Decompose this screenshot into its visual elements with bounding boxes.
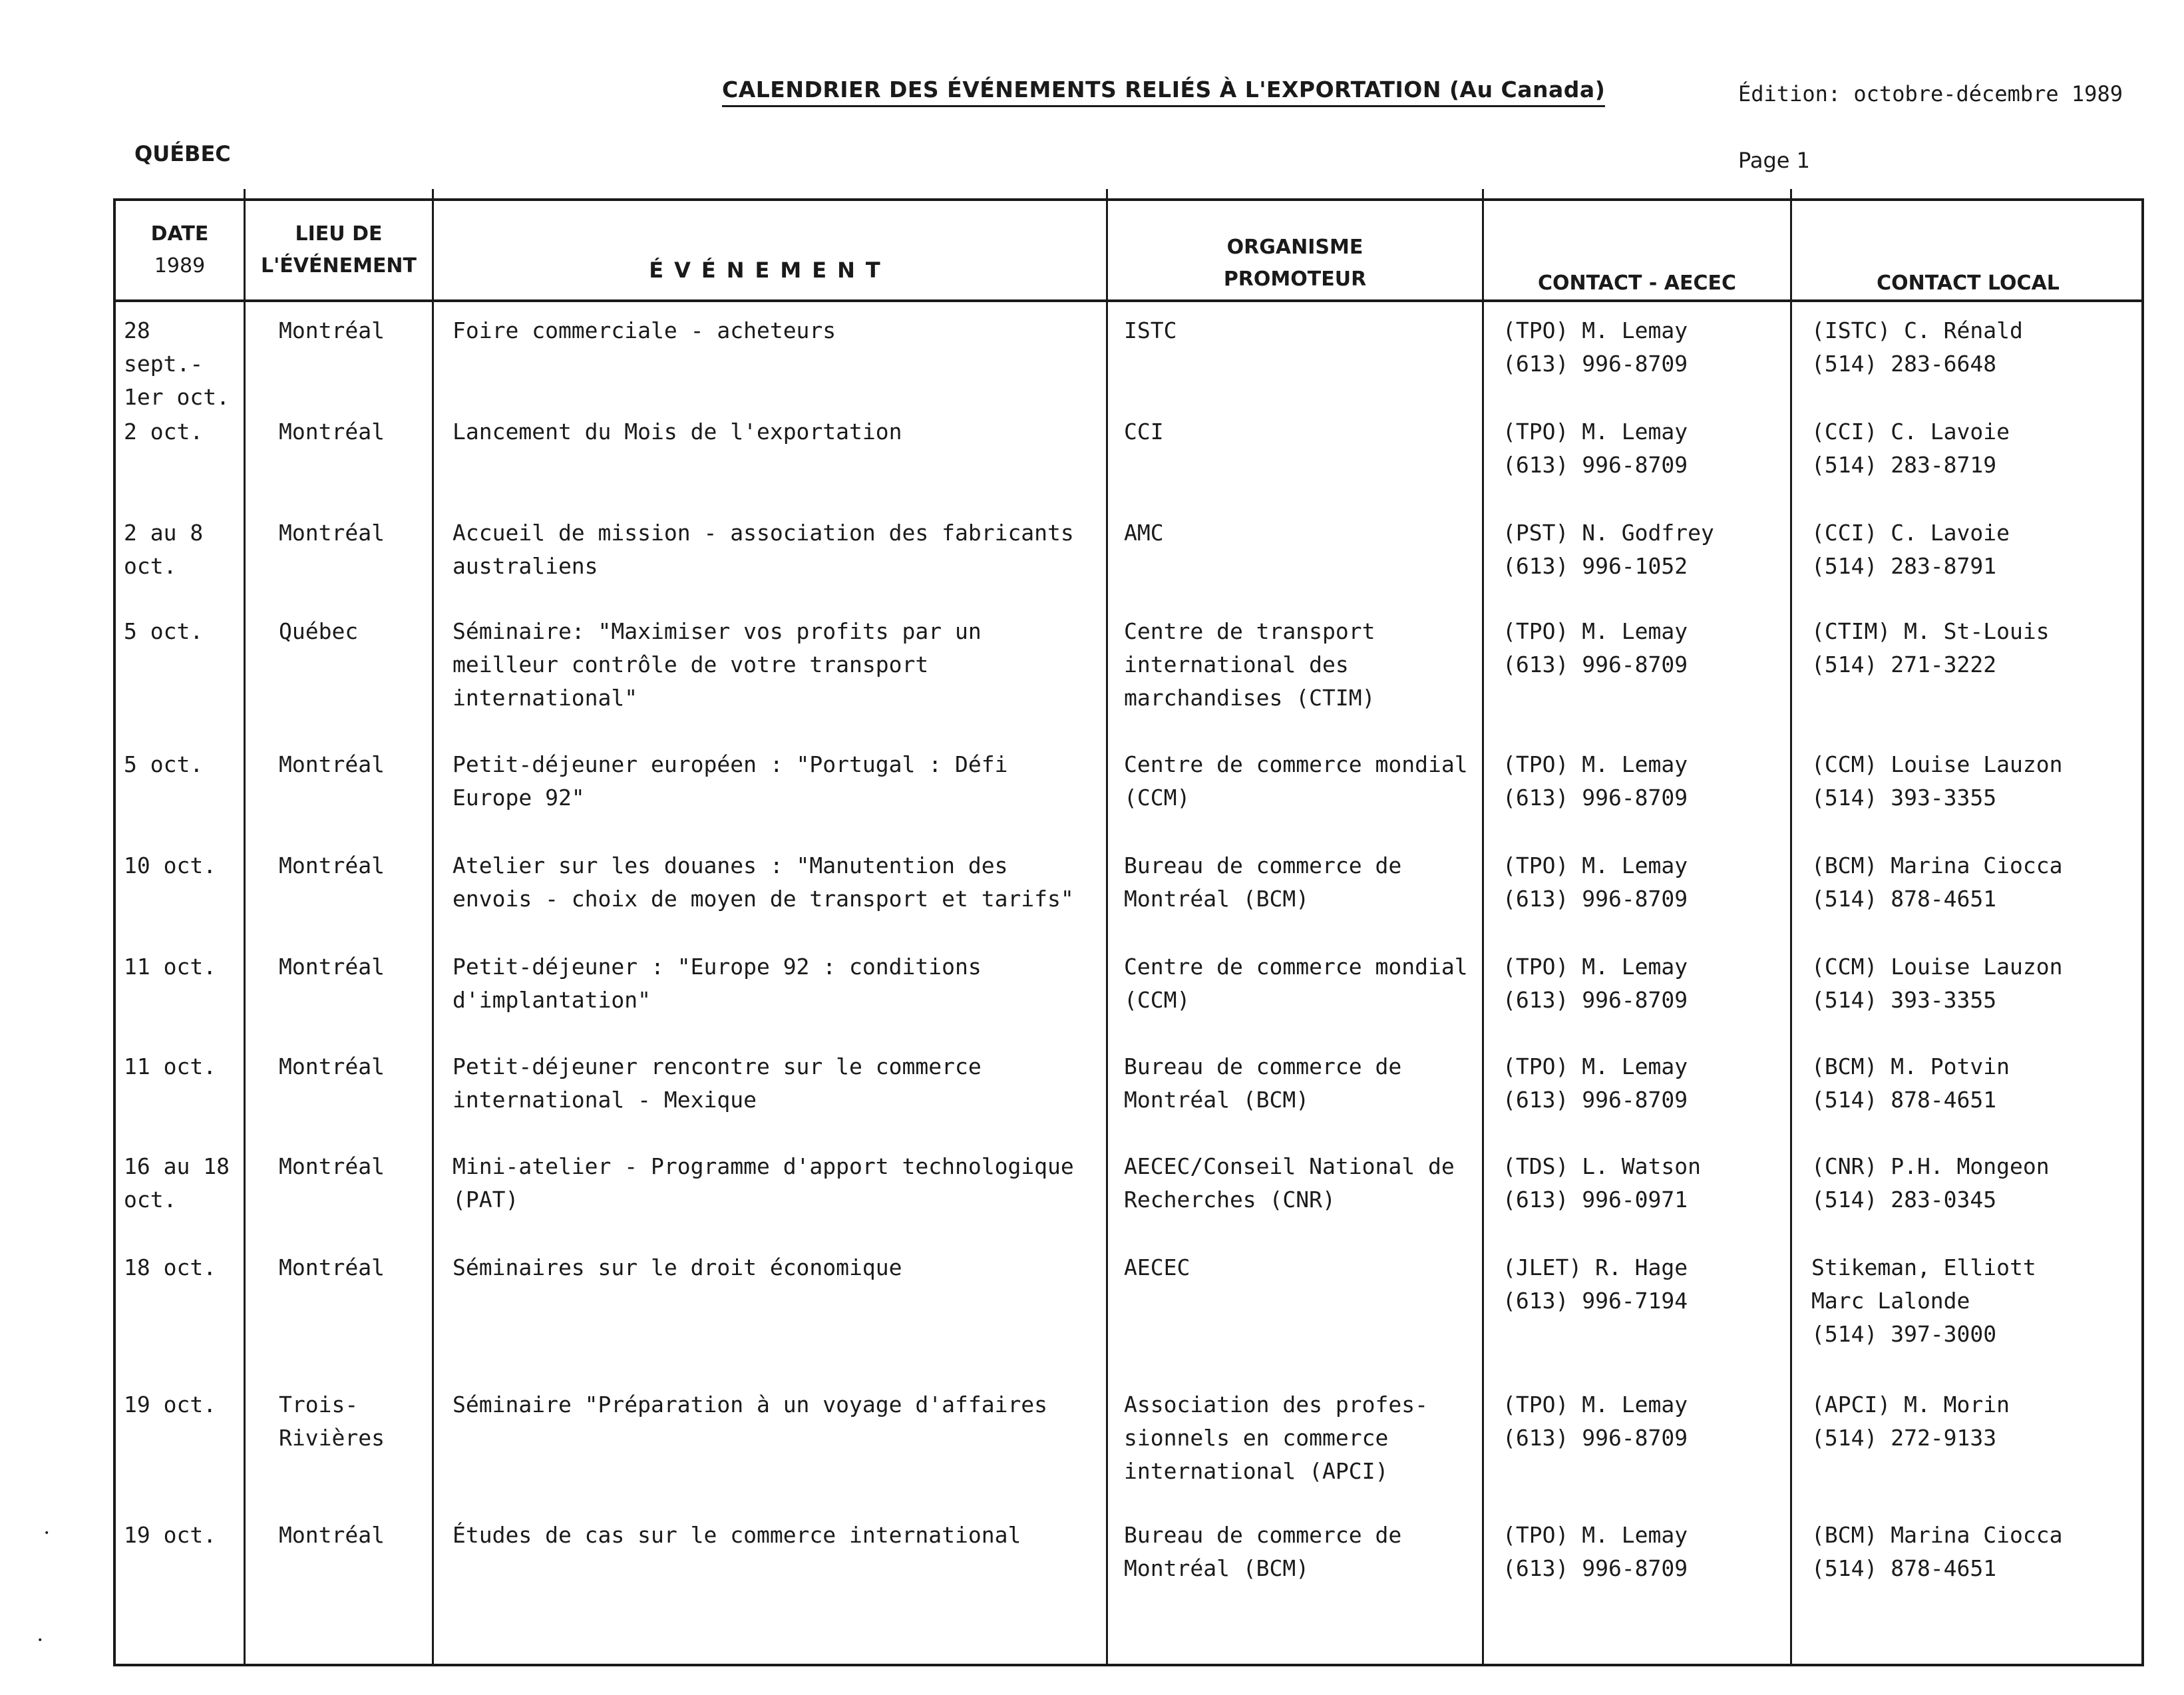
cell-evenement: Mini-atelier - Programme d'apport technologique (PAT) [453, 1153, 1074, 1213]
cell-aecec: (TPO) M. Lemay (613) 996-8709 [1503, 1522, 1688, 1581]
cell-lieu: Québec [279, 618, 359, 644]
cell-organisme: Centre de commerce mondial (CCM) [1124, 751, 1468, 811]
cell-date: 19 oct. [124, 1392, 217, 1417]
cell-local: (CCM) Louise Lauzon (514) 393-3355 [1811, 751, 2063, 811]
cell-date: 28 sept.- 1er oct. [124, 317, 230, 410]
header-date-label: DATE [150, 222, 209, 246]
cell-aecec: (TPO) M. Lemay (613) 996-8709 [1503, 618, 1688, 677]
cell-local: (ISTC) C. Rénald (514) 283-6648 [1811, 317, 2023, 377]
cell-date: 11 oct. [124, 1053, 217, 1079]
cell-local: (BCM) Marina Ciocca (514) 878-4651 [1811, 1522, 2063, 1581]
cell-local: (BCM) M. Potvin (514) 878-4651 [1811, 1053, 2010, 1113]
cell-date: 19 oct. [124, 1522, 217, 1548]
cell-lieu: Montréal [279, 520, 385, 546]
cell-organisme: Bureau de commerce de Montréal (BCM) [1124, 852, 1402, 912]
cell-aecec: (TPO) M. Lemay (613) 996-8709 [1503, 1053, 1688, 1113]
edition-label: Édition: octobre-décembre 1989 [1738, 81, 2123, 106]
cell-lieu: Trois- Rivières [279, 1392, 385, 1451]
column-divider [244, 189, 246, 1664]
column-divider [432, 189, 434, 1664]
cell-date: 5 oct. [124, 618, 204, 644]
cell-local: (BCM) Marina Ciocca (514) 878-4651 [1811, 852, 2063, 912]
cell-aecec: (TDS) L. Watson (613) 996-0971 [1503, 1153, 1702, 1213]
cell-aecec: (TPO) M. Lemay (613) 996-8709 [1503, 751, 1688, 811]
cell-organisme: ISTC [1124, 317, 1177, 343]
document-title: CALENDRIER DES ÉVÉNEMENTS RELIÉS À L'EXPORTATION (Au Canada) [722, 77, 1605, 107]
cell-lieu: Montréal [279, 852, 385, 878]
cell-aecec: (TPO) M. Lemay (613) 996-8709 [1503, 317, 1688, 377]
cell-date: 2 au 8 oct. [124, 520, 204, 579]
cell-evenement: Lancement du Mois de l'exportation [453, 419, 902, 445]
header-contact-aecec: CONTACT - AECEC [1537, 272, 1737, 295]
cell-organisme: AECEC [1124, 1254, 1190, 1280]
cell-lieu: Montréal [279, 317, 385, 343]
cell-date: 2 oct. [124, 419, 204, 445]
cell-evenement: Atelier sur les douanes : "Manutention des envois - choix de moyen de transport et tarifs" [453, 852, 1074, 912]
column-divider [1790, 189, 1792, 1664]
cell-local: (APCI) M. Morin (514) 272-9133 [1811, 1392, 2010, 1451]
cell-evenement: Petit-déjeuner européen : "Portugal : Défi Europe 92" [453, 751, 1008, 811]
cell-organisme: Centre de transport international des marchandises (CTIM) [1124, 618, 1375, 711]
cell-local: (CCM) Louise Lauzon (514) 393-3355 [1811, 954, 2063, 1013]
cell-lieu: Montréal [279, 1522, 385, 1548]
cell-local: (CNR) P.H. Mongeon (514) 283-0345 [1811, 1153, 2050, 1213]
cell-evenement: Petit-déjeuner : "Europe 92 : conditions d'implantation" [453, 954, 982, 1013]
column-divider [1482, 189, 1484, 1664]
cell-evenement: Séminaires sur le droit économique [453, 1254, 902, 1280]
cell-aecec: (TPO) M. Lemay (613) 996-8709 [1503, 954, 1688, 1013]
header-contact-local: CONTACT LOCAL [1877, 272, 2060, 295]
cell-lieu: Montréal [279, 954, 385, 980]
cell-aecec: (TPO) M. Lemay (613) 996-8709 [1503, 1392, 1688, 1451]
cell-date: 5 oct. [124, 751, 204, 777]
cell-date: 10 oct. [124, 852, 217, 878]
cell-organisme: Association des profes- sionnels en commerce international (APCI) [1124, 1392, 1428, 1484]
cell-local: (CTIM) M. St-Louis (514) 271-3222 [1811, 618, 2050, 677]
header-date-year: 1989 [154, 254, 206, 278]
region-label: QUÉBEC [134, 141, 231, 166]
cell-organisme: AECEC/Conseil National de Recherches (CNR) [1124, 1153, 1455, 1213]
cell-aecec: (TPO) M. Lemay (613) 996-8709 [1503, 852, 1688, 912]
cell-organisme: Bureau de commerce de Montréal (BCM) [1124, 1053, 1402, 1113]
page-number: Page 1 [1738, 148, 1810, 173]
cell-lieu: Montréal [279, 1153, 385, 1179]
margin-mark: • [44, 1528, 50, 1539]
cell-date: 16 au 18 oct. [124, 1153, 230, 1213]
header-organisme: ORGANISME PROMOTEUR [1223, 236, 1367, 291]
header-evenement: ÉVÉNEMENT [649, 258, 891, 283]
cell-evenement: Accueil de mission - association des fabricants australiens [453, 520, 1074, 579]
cell-lieu: Montréal [279, 1254, 385, 1280]
header-lieu: LIEU DE L'ÉVÉNEMENT [260, 222, 417, 278]
events-table [113, 198, 2144, 1666]
column-divider [1106, 189, 1108, 1664]
cell-lieu: Montréal [279, 419, 385, 445]
cell-evenement: Séminaire: "Maximiser vos profits par un meilleur contrôle de votre transport international" [453, 618, 982, 711]
cell-aecec: (TPO) M. Lemay (613) 996-8709 [1503, 419, 1688, 478]
cell-aecec: (PST) N. Godfrey (613) 996-1052 [1503, 520, 1714, 579]
header-date [116, 201, 244, 299]
cell-local: (CCI) C. Lavoie (514) 283-8791 [1811, 520, 2010, 579]
cell-organisme: Centre de commerce mondial (CCM) [1124, 954, 1468, 1013]
cell-evenement: Petit-déjeuner rencontre sur le commerce international - Mexique [453, 1053, 982, 1113]
cell-aecec: (JLET) R. Hage (613) 996-7194 [1503, 1254, 1688, 1314]
cell-evenement: Séminaire "Préparation à un voyage d'affaires [453, 1392, 1048, 1417]
cell-local: (CCI) C. Lavoie (514) 283-8719 [1811, 419, 2010, 478]
margin-mark: • [37, 1635, 43, 1646]
cell-lieu: Montréal [279, 1053, 385, 1079]
cell-evenement: Études de cas sur le commerce international [453, 1522, 1021, 1548]
cell-date: 11 oct. [124, 954, 217, 980]
cell-local: Stikeman, Elliott Marc Lalonde (514) 397-3000 [1811, 1254, 2036, 1347]
cell-evenement: Foire commerciale - acheteurs [453, 317, 836, 343]
cell-organisme: AMC [1124, 520, 1164, 546]
cell-organisme: CCI [1124, 419, 1164, 445]
cell-date: 18 oct. [124, 1254, 217, 1280]
cell-organisme: Bureau de commerce de Montréal (BCM) [1124, 1522, 1402, 1581]
cell-lieu: Montréal [279, 751, 385, 777]
